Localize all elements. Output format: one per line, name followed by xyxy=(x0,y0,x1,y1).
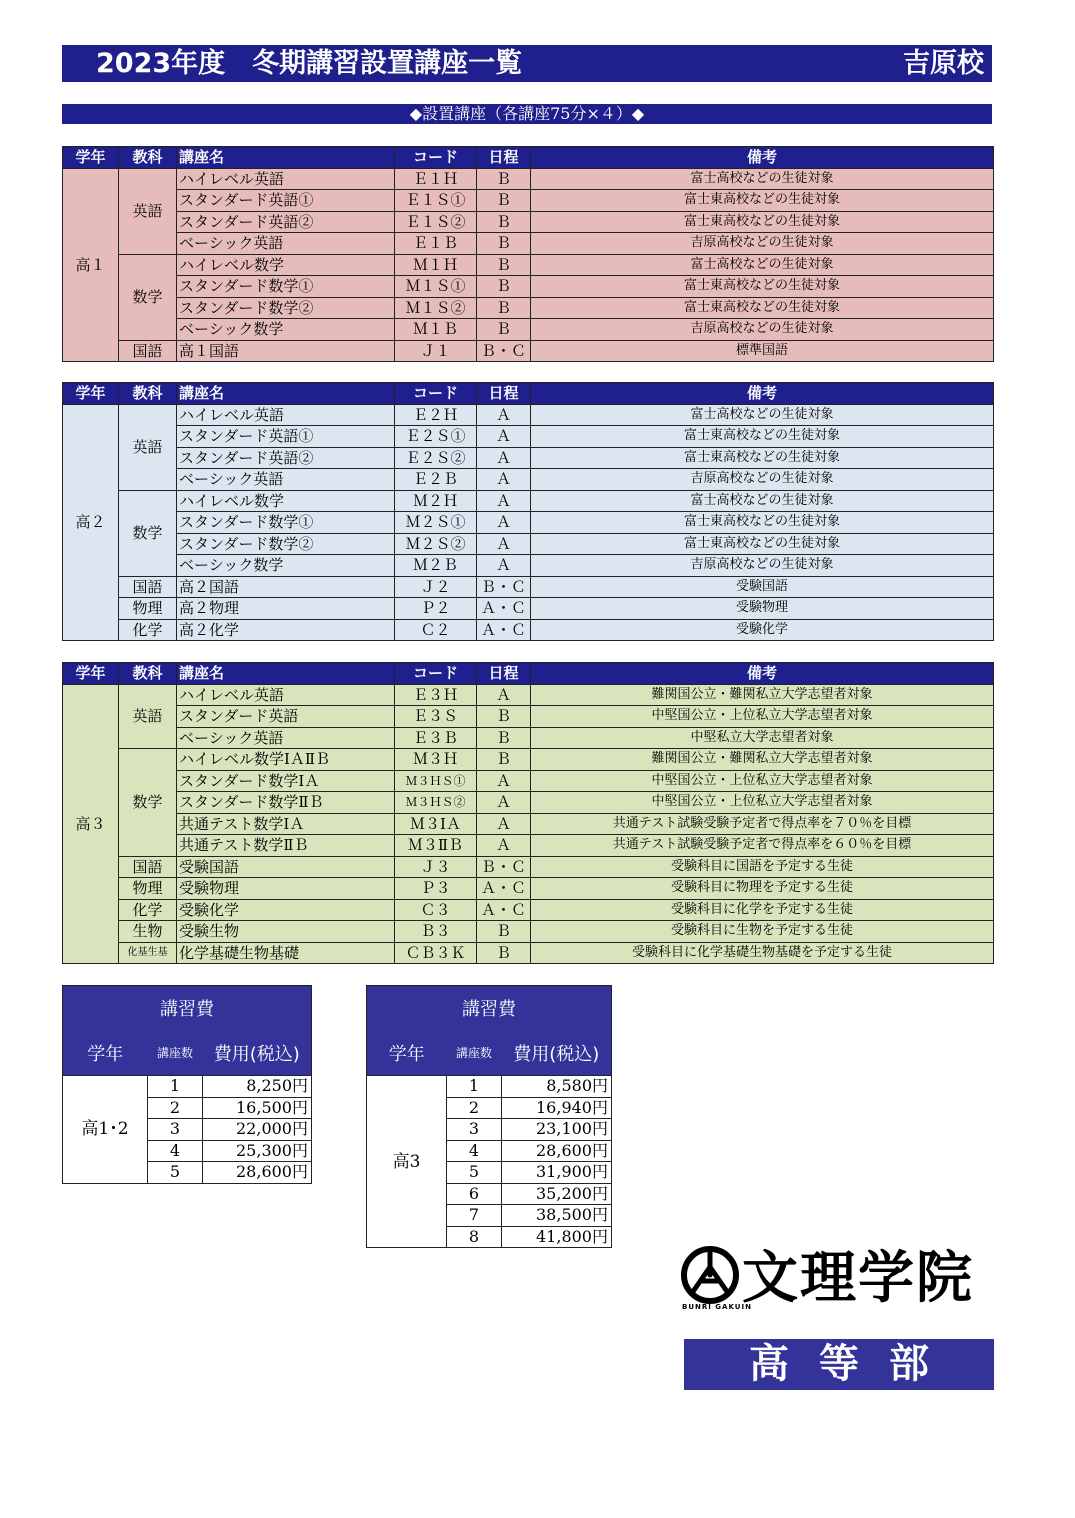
course-code: Ｅ２Ｂ xyxy=(395,469,477,491)
course-schedule: Ａ xyxy=(477,684,531,706)
col-subject: 教科 xyxy=(119,663,177,685)
course-code: Ｅ１Ｈ xyxy=(395,168,477,190)
fee-price: 28,600円 xyxy=(502,1140,612,1162)
fee-caption-row xyxy=(63,986,312,1031)
fee-count: 3 xyxy=(148,1119,203,1141)
course-code: Ｍ１Ｈ xyxy=(395,254,477,276)
course-code: Ｃ２ xyxy=(395,619,477,641)
fee-grade-cell: 高1･2 xyxy=(63,1076,148,1184)
course-note: 中堅国公立・上位私立大学志望者対象 xyxy=(531,792,994,814)
course-name: スタンダード英語② xyxy=(177,447,395,469)
table-header-row xyxy=(63,147,994,169)
course-schedule: Ａ xyxy=(477,426,531,448)
course-note: 共通テスト試験受験予定者で得点率を６０％を目標 xyxy=(531,835,994,857)
fee-count: 7 xyxy=(447,1205,502,1227)
subject-cell: 国語 xyxy=(119,576,177,598)
subject-cell: 物理 xyxy=(119,598,177,620)
course-schedule: Ａ xyxy=(477,813,531,835)
course-name: スタンダード英語② xyxy=(177,211,395,233)
course-schedule: Ｂ xyxy=(477,233,531,255)
course-name: スタンダード数学ⅡＢ xyxy=(177,792,395,814)
subject-cell: 物理 xyxy=(119,878,177,900)
table-row xyxy=(63,297,994,319)
course-code: Ｍ３ⅠＡ xyxy=(395,813,477,835)
fee-price: 16,940円 xyxy=(502,1097,612,1119)
school-name: 吉原校 xyxy=(903,48,984,79)
course-name: ハイレベル数学ⅠＡⅡＢ xyxy=(177,749,395,771)
table-row xyxy=(63,878,994,900)
course-schedule: Ｂ xyxy=(477,190,531,212)
col-subject: 教科 xyxy=(119,147,177,169)
course-name: 共通テスト数学ⅠＡ xyxy=(177,813,395,835)
course-schedule: Ｂ・Ｃ xyxy=(477,340,531,362)
course-note: 受験物理 xyxy=(531,598,994,620)
course-code: Ｍ３ⅡＢ xyxy=(395,835,477,857)
col-subject: 教科 xyxy=(119,383,177,405)
fee-count: 6 xyxy=(447,1183,502,1205)
table-row xyxy=(63,211,994,233)
course-schedule: Ｂ xyxy=(477,727,531,749)
fee-caption: 講習費 xyxy=(367,986,612,1031)
fee-count: 8 xyxy=(447,1226,502,1248)
fee-count: 2 xyxy=(148,1097,203,1119)
grade-cell: 高２ xyxy=(63,404,119,641)
col-note: 備考 xyxy=(531,147,994,169)
course-note: 富士高校などの生徒対象 xyxy=(531,168,994,190)
table-row xyxy=(63,727,994,749)
col-course-name: 講座名 xyxy=(177,663,395,685)
course-code: Ｍ２Ｂ xyxy=(395,555,477,577)
col-code: コード xyxy=(395,663,477,685)
course-note: 富士東高校などの生徒対象 xyxy=(531,426,994,448)
course-code: Ｅ３Ｓ xyxy=(395,706,477,728)
course-schedule: Ｂ xyxy=(477,297,531,319)
course-schedule: Ｂ xyxy=(477,168,531,190)
fee-caption-row xyxy=(367,986,612,1031)
course-code: Ｍ１Ｂ xyxy=(395,319,477,341)
fee-grade-cell: 高3 xyxy=(367,1076,447,1248)
subject-cell: 国語 xyxy=(119,856,177,878)
subject-cell: 英語 xyxy=(119,684,177,749)
course-note: 受験国語 xyxy=(531,576,994,598)
fee-count: 3 xyxy=(447,1119,502,1141)
course-name: スタンダード数学② xyxy=(177,297,395,319)
course-code: Ｊ１ xyxy=(395,340,477,362)
course-code: Ｍ２Ｈ xyxy=(395,490,477,512)
table-row xyxy=(63,576,994,598)
course-schedule: Ｂ xyxy=(477,211,531,233)
course-note: 富士高校などの生徒対象 xyxy=(531,254,994,276)
course-schedule: Ａ・Ｃ xyxy=(477,598,531,620)
course-name: ベーシック数学 xyxy=(177,555,395,577)
course-note: 標準国語 xyxy=(531,340,994,362)
table-row xyxy=(63,899,994,921)
grade3-course-table xyxy=(62,662,994,964)
course-name: 受験物理 xyxy=(177,878,395,900)
logo-romaji: BUNRI GAKUIN xyxy=(682,1303,752,1311)
course-note: 富士高校などの生徒対象 xyxy=(531,490,994,512)
course-note: 富士東高校などの生徒対象 xyxy=(531,447,994,469)
course-code: Ｍ３ＨＳ② xyxy=(395,792,477,814)
fee-count: 5 xyxy=(148,1162,203,1184)
fee-count: 1 xyxy=(148,1076,203,1098)
course-code: Ｍ１Ｓ① xyxy=(395,276,477,298)
course-code: ＣＢ３Ｋ xyxy=(395,942,477,964)
subject-cell: 数学 xyxy=(119,254,177,340)
course-schedule: Ｂ xyxy=(477,319,531,341)
subject-cell: 英語 xyxy=(119,404,177,490)
course-code: Ｍ３ＨＳ① xyxy=(395,770,477,792)
subject-cell: 英語 xyxy=(119,168,177,254)
course-schedule: Ｂ xyxy=(477,276,531,298)
course-code: Ｅ３Ｈ xyxy=(395,684,477,706)
course-name: ハイレベル英語 xyxy=(177,404,395,426)
course-note: 富士東高校などの生徒対象 xyxy=(531,533,994,555)
course-name: 高１国語 xyxy=(177,340,395,362)
course-schedule: Ｂ・Ｃ xyxy=(477,576,531,598)
fee-price: 28,600円 xyxy=(203,1162,312,1184)
course-code: Ｍ１Ｓ② xyxy=(395,297,477,319)
table-row xyxy=(63,340,994,362)
table-row xyxy=(63,619,994,641)
course-code: Ｍ２Ｓ① xyxy=(395,512,477,534)
fee-price: 41,800円 xyxy=(502,1226,612,1248)
table-row xyxy=(63,555,994,577)
course-schedule: Ａ・Ｃ xyxy=(477,878,531,900)
col-schedule: 日程 xyxy=(477,663,531,685)
grade1-course-table xyxy=(62,146,994,362)
course-note: 富士東高校などの生徒対象 xyxy=(531,211,994,233)
table-row xyxy=(63,254,994,276)
table-row xyxy=(63,684,994,706)
fee-col-price: 費用(税込) xyxy=(203,1030,312,1076)
fee-header-row xyxy=(367,1030,612,1076)
fee-price: 16,500円 xyxy=(203,1097,312,1119)
course-code: Ｊ２ xyxy=(395,576,477,598)
course-name: 受験生物 xyxy=(177,921,395,943)
course-schedule: Ａ xyxy=(477,512,531,534)
table-row xyxy=(63,1076,312,1098)
course-note: 受験化学 xyxy=(531,619,994,641)
table-row xyxy=(63,426,994,448)
course-schedule: Ａ・Ｃ xyxy=(477,619,531,641)
course-name: ベーシック英語 xyxy=(177,727,395,749)
course-name: スタンダード英語① xyxy=(177,190,395,212)
course-note: 富士東高校などの生徒対象 xyxy=(531,512,994,534)
table-row xyxy=(63,233,994,255)
fee-price: 23,100円 xyxy=(502,1119,612,1141)
subject-cell: 数学 xyxy=(119,749,177,857)
table-row xyxy=(63,706,994,728)
course-note: 吉原高校などの生徒対象 xyxy=(531,233,994,255)
course-note: 吉原高校などの生徒対象 xyxy=(531,469,994,491)
course-name: スタンダード数学ⅠＡ xyxy=(177,770,395,792)
subject-cell: 生物 xyxy=(119,921,177,943)
course-name: ハイレベル英語 xyxy=(177,684,395,706)
course-note: 富士東高校などの生徒対象 xyxy=(531,190,994,212)
section-subtitle: ◆設置講座（各講座75分×４）◆ xyxy=(62,104,992,124)
course-code: Ｐ３ xyxy=(395,878,477,900)
course-note: 受験科目に化学基礎生物基礎を予定する生徒 xyxy=(531,942,994,964)
grade-cell: 高１ xyxy=(63,168,119,362)
course-code: Ｐ２ xyxy=(395,598,477,620)
fee-price: 8,580円 xyxy=(502,1076,612,1098)
fee-col-count: 講座数 xyxy=(447,1030,502,1076)
course-schedule: Ｂ xyxy=(477,749,531,771)
course-schedule: Ａ xyxy=(477,555,531,577)
course-schedule: Ａ xyxy=(477,835,531,857)
fee-count: 2 xyxy=(447,1097,502,1119)
table-row xyxy=(63,856,994,878)
fee-count: 4 xyxy=(148,1140,203,1162)
course-name: ベーシック英語 xyxy=(177,233,395,255)
subject-cell: 化学 xyxy=(119,619,177,641)
logo-name: 文理学院 xyxy=(742,1246,974,1311)
course-name: 高２国語 xyxy=(177,576,395,598)
table-header-row xyxy=(63,663,994,685)
course-note: 中堅国公立・上位私立大学志望者対象 xyxy=(531,706,994,728)
course-note: 吉原高校などの生徒対象 xyxy=(531,319,994,341)
col-code: コード xyxy=(395,383,477,405)
course-code: Ｅ２Ｓ① xyxy=(395,426,477,448)
course-schedule: Ａ xyxy=(477,404,531,426)
fee-count: 4 xyxy=(447,1140,502,1162)
course-name: ハイレベル数学 xyxy=(177,254,395,276)
course-schedule: Ｂ xyxy=(477,921,531,943)
fee-price: 22,000円 xyxy=(203,1119,312,1141)
course-name: 高２物理 xyxy=(177,598,395,620)
table-row xyxy=(63,469,994,491)
course-note: 富士東高校などの生徒対象 xyxy=(531,276,994,298)
course-code: Ｍ２Ｓ② xyxy=(395,533,477,555)
course-note: 中堅国公立・上位私立大学志望者対象 xyxy=(531,770,994,792)
col-note: 備考 xyxy=(531,383,994,405)
subject-cell: 化基生基 xyxy=(119,942,177,964)
course-schedule: Ａ xyxy=(477,792,531,814)
col-course-name: 講座名 xyxy=(177,147,395,169)
fee-price: 35,200円 xyxy=(502,1183,612,1205)
table-row xyxy=(63,749,994,771)
course-name: スタンダード英語 xyxy=(177,706,395,728)
fee-price: 8,250円 xyxy=(203,1076,312,1098)
fee-count: 1 xyxy=(447,1076,502,1098)
table-row xyxy=(63,770,994,792)
col-note: 備考 xyxy=(531,663,994,685)
table-row xyxy=(63,533,994,555)
fee-col-price: 費用(税込) xyxy=(502,1030,612,1076)
course-code: Ｃ３ xyxy=(395,899,477,921)
table-row xyxy=(63,598,994,620)
grade-cell: 高３ xyxy=(63,684,119,964)
course-note: 受験科目に物理を予定する生徒 xyxy=(531,878,994,900)
fee-price: 25,300円 xyxy=(203,1140,312,1162)
course-name: 高２化学 xyxy=(177,619,395,641)
col-schedule: 日程 xyxy=(477,383,531,405)
course-code: Ｅ１Ｂ xyxy=(395,233,477,255)
course-schedule: Ａ xyxy=(477,469,531,491)
course-name: ハイレベル数学 xyxy=(177,490,395,512)
course-code: Ｅ２Ｓ② xyxy=(395,447,477,469)
table-row xyxy=(63,835,994,857)
course-schedule: Ｂ xyxy=(477,942,531,964)
fee-col-grade: 学年 xyxy=(63,1030,148,1076)
col-grade: 学年 xyxy=(63,383,119,405)
table-header-row xyxy=(63,383,994,405)
table-row xyxy=(63,490,994,512)
col-grade: 学年 xyxy=(63,147,119,169)
course-name: 共通テスト数学ⅡＢ xyxy=(177,835,395,857)
table-row xyxy=(367,1076,612,1098)
course-note: 富士東高校などの生徒対象 xyxy=(531,297,994,319)
table-row xyxy=(63,792,994,814)
course-schedule: Ａ xyxy=(477,490,531,512)
col-grade: 学年 xyxy=(63,663,119,685)
course-name: 化学基礎生物基礎 xyxy=(177,942,395,964)
fee-caption: 講習費 xyxy=(63,986,312,1031)
course-code: Ｅ３Ｂ xyxy=(395,727,477,749)
page-title: 2023年度 冬期講習設置講座一覧 xyxy=(96,48,523,79)
course-name: スタンダード数学① xyxy=(177,512,395,534)
division-banner: 高等部 xyxy=(684,1339,994,1390)
subject-cell: 国語 xyxy=(119,340,177,362)
course-note: 難関国公立・難関私立大学志望者対象 xyxy=(531,749,994,771)
bunri-gakuin-logo xyxy=(680,1245,998,1315)
course-note: 吉原高校などの生徒対象 xyxy=(531,555,994,577)
fee-table-grade12 xyxy=(62,985,312,1184)
course-code: Ｅ１Ｓ① xyxy=(395,190,477,212)
fee-col-grade: 学年 xyxy=(367,1030,447,1076)
course-schedule: Ａ・Ｃ xyxy=(477,899,531,921)
course-note: 共通テスト試験受験予定者で得点率を７０％を目標 xyxy=(531,813,994,835)
course-code: Ｅ２Ｈ xyxy=(395,404,477,426)
course-name: スタンダード数学① xyxy=(177,276,395,298)
course-name: スタンダード英語① xyxy=(177,426,395,448)
table-row xyxy=(63,168,994,190)
course-code: Ｂ３ xyxy=(395,921,477,943)
fee-table-grade3 xyxy=(366,985,612,1248)
course-note: 受験科目に生物を予定する生徒 xyxy=(531,921,994,943)
course-note: 難関国公立・難関私立大学志望者対象 xyxy=(531,684,994,706)
fee-count: 5 xyxy=(447,1162,502,1184)
table-row xyxy=(63,190,994,212)
table-row xyxy=(63,942,994,964)
course-note: 受験科目に化学を予定する生徒 xyxy=(531,899,994,921)
table-row xyxy=(63,813,994,835)
col-code: コード xyxy=(395,147,477,169)
table-row xyxy=(63,319,994,341)
course-schedule: Ｂ・Ｃ xyxy=(477,856,531,878)
course-name: ハイレベル英語 xyxy=(177,168,395,190)
course-schedule: Ｂ xyxy=(477,706,531,728)
course-code: Ｊ３ xyxy=(395,856,477,878)
course-name: スタンダード数学② xyxy=(177,533,395,555)
table-row xyxy=(63,276,994,298)
course-schedule: Ｂ xyxy=(477,254,531,276)
subject-cell: 化学 xyxy=(119,899,177,921)
fee-price: 31,900円 xyxy=(502,1162,612,1184)
grade2-course-table xyxy=(62,382,994,641)
course-code: Ｍ３Ｈ xyxy=(395,749,477,771)
table-row xyxy=(63,447,994,469)
col-course-name: 講座名 xyxy=(177,383,395,405)
fee-col-count: 講座数 xyxy=(148,1030,203,1076)
col-schedule: 日程 xyxy=(477,147,531,169)
logo-mark-icon xyxy=(680,1245,740,1305)
course-note: 受験科目に国語を予定する生徒 xyxy=(531,856,994,878)
fee-price: 38,500円 xyxy=(502,1205,612,1227)
table-row xyxy=(63,921,994,943)
subject-cell: 数学 xyxy=(119,490,177,576)
course-name: 受験化学 xyxy=(177,899,395,921)
table-row xyxy=(63,404,994,426)
title-bar xyxy=(62,45,992,82)
course-schedule: Ａ xyxy=(477,770,531,792)
course-code: Ｅ１Ｓ② xyxy=(395,211,477,233)
course-note: 中堅私立大学志望者対象 xyxy=(531,727,994,749)
course-schedule: Ａ xyxy=(477,447,531,469)
fee-header-row xyxy=(63,1030,312,1076)
course-name: 受験国語 xyxy=(177,856,395,878)
course-name: ベーシック英語 xyxy=(177,469,395,491)
course-note: 富士高校などの生徒対象 xyxy=(531,404,994,426)
course-schedule: Ａ xyxy=(477,533,531,555)
course-name: ベーシック数学 xyxy=(177,319,395,341)
table-row xyxy=(63,512,994,534)
